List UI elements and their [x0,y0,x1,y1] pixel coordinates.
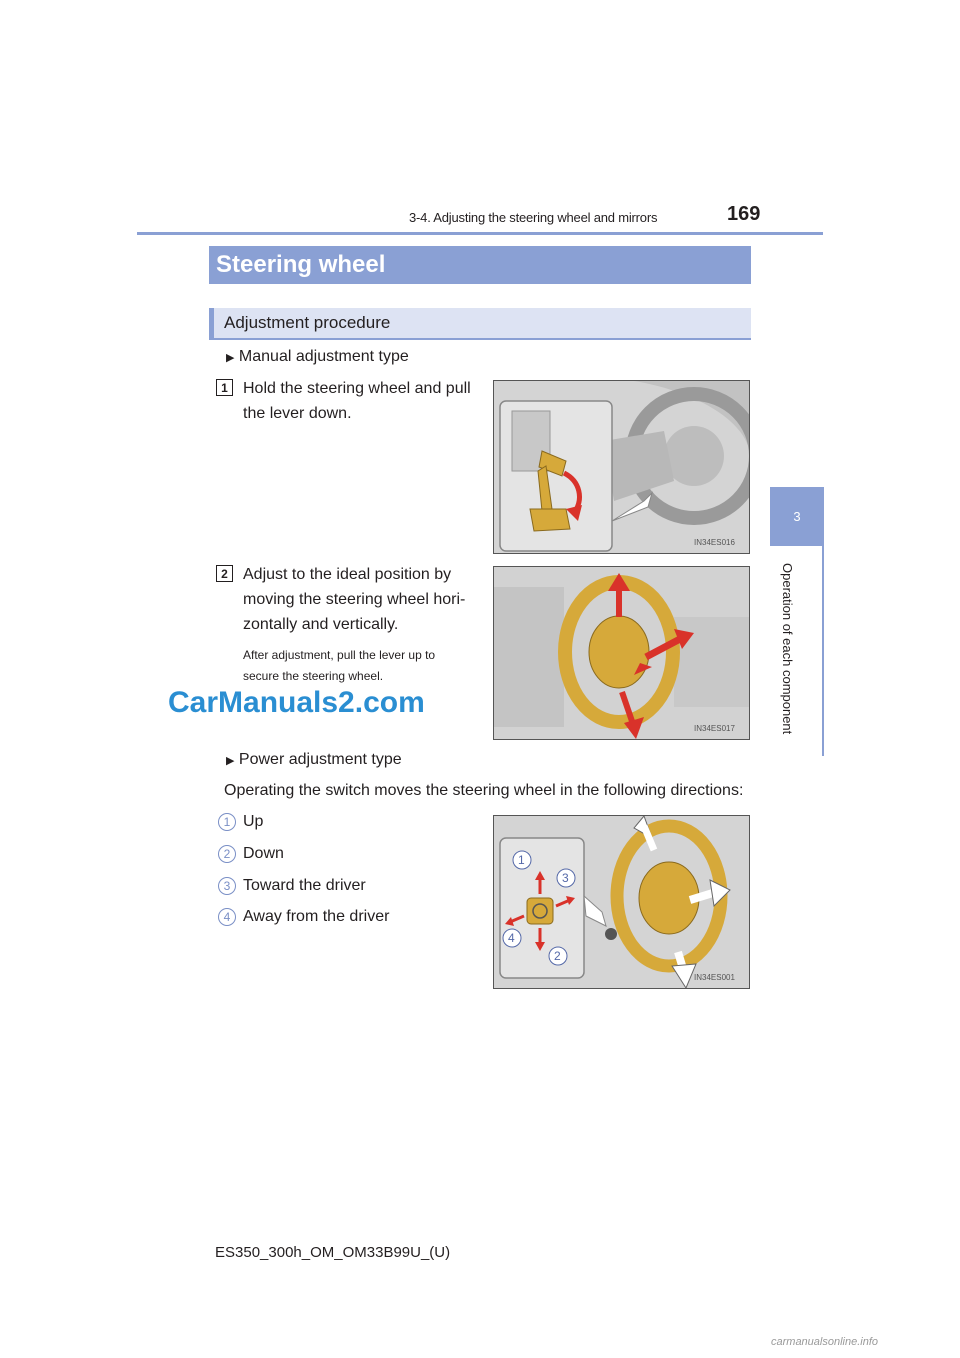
subsection-title: Adjustment procedure [209,308,751,340]
header-rule [137,232,823,235]
fig-callout: 3 [562,871,569,885]
fig-callout: 1 [518,853,525,867]
fig-callout: 4 [508,931,515,945]
triangle-bullet-icon: ▶ [226,755,235,767]
figure-wheel-movement [493,566,750,740]
figure-lever [493,380,750,554]
triangle-bullet-icon: ▶ [226,352,235,364]
step-1-line-2: the lever down. [243,405,352,422]
figure-code: IN34ES017 [694,724,735,733]
direction-toward-driver: Toward the driver [243,877,366,894]
chapter-tab-line [822,546,824,756]
step-number-box: 1 [216,379,233,396]
callout-number: 3 [218,877,236,895]
callout-number: 2 [218,845,236,863]
manual-heading: ▶ Manual adjustment type [226,348,409,365]
direction-down: Down [243,845,284,862]
chapter-tab: 3 [770,487,824,546]
figure-code: IN34ES016 [694,538,735,547]
chapter-title: Operation of each component [780,563,795,735]
watermark: CarManuals2.com [168,686,425,719]
step-2-note-line-2: secure the steering wheel. [243,669,384,683]
figure-code: IN34ES001 [694,973,735,982]
direction-up: Up [243,813,264,830]
step-2-line-1: Adjust to the ideal position by [243,566,452,583]
step-2-line-3: zontally and vertically. [243,616,399,633]
fig-callout: 2 [554,949,561,963]
power-heading: ▶ Power adjustment type [226,751,402,768]
callout-number: 1 [218,813,236,831]
running-header: 3-4. Adjusting the steering wheel and mirrors [409,210,658,225]
page-number: 169 [727,203,761,225]
footer-doc-code: ES350_300h_OM_OM33B99U_(U) [215,1244,451,1261]
section-title: Steering wheel [209,246,751,284]
callout-number: 4 [218,908,236,926]
power-intro: Operating the switch moves the steering wheel in the following directions: [224,782,744,799]
step-number-box: 2 [216,565,233,582]
step-1-line-1: Hold the steering wheel and pull [243,380,471,397]
corner-watermark: carmanualsonline.info [771,1336,879,1348]
figure-power-switch [493,815,750,989]
direction-away-from-driver: Away from the driver [243,908,390,925]
step-2-line-2: moving the steering wheel hori- [243,591,466,608]
step-2-note-line-1: After adjustment, pull the lever up to [243,648,436,662]
